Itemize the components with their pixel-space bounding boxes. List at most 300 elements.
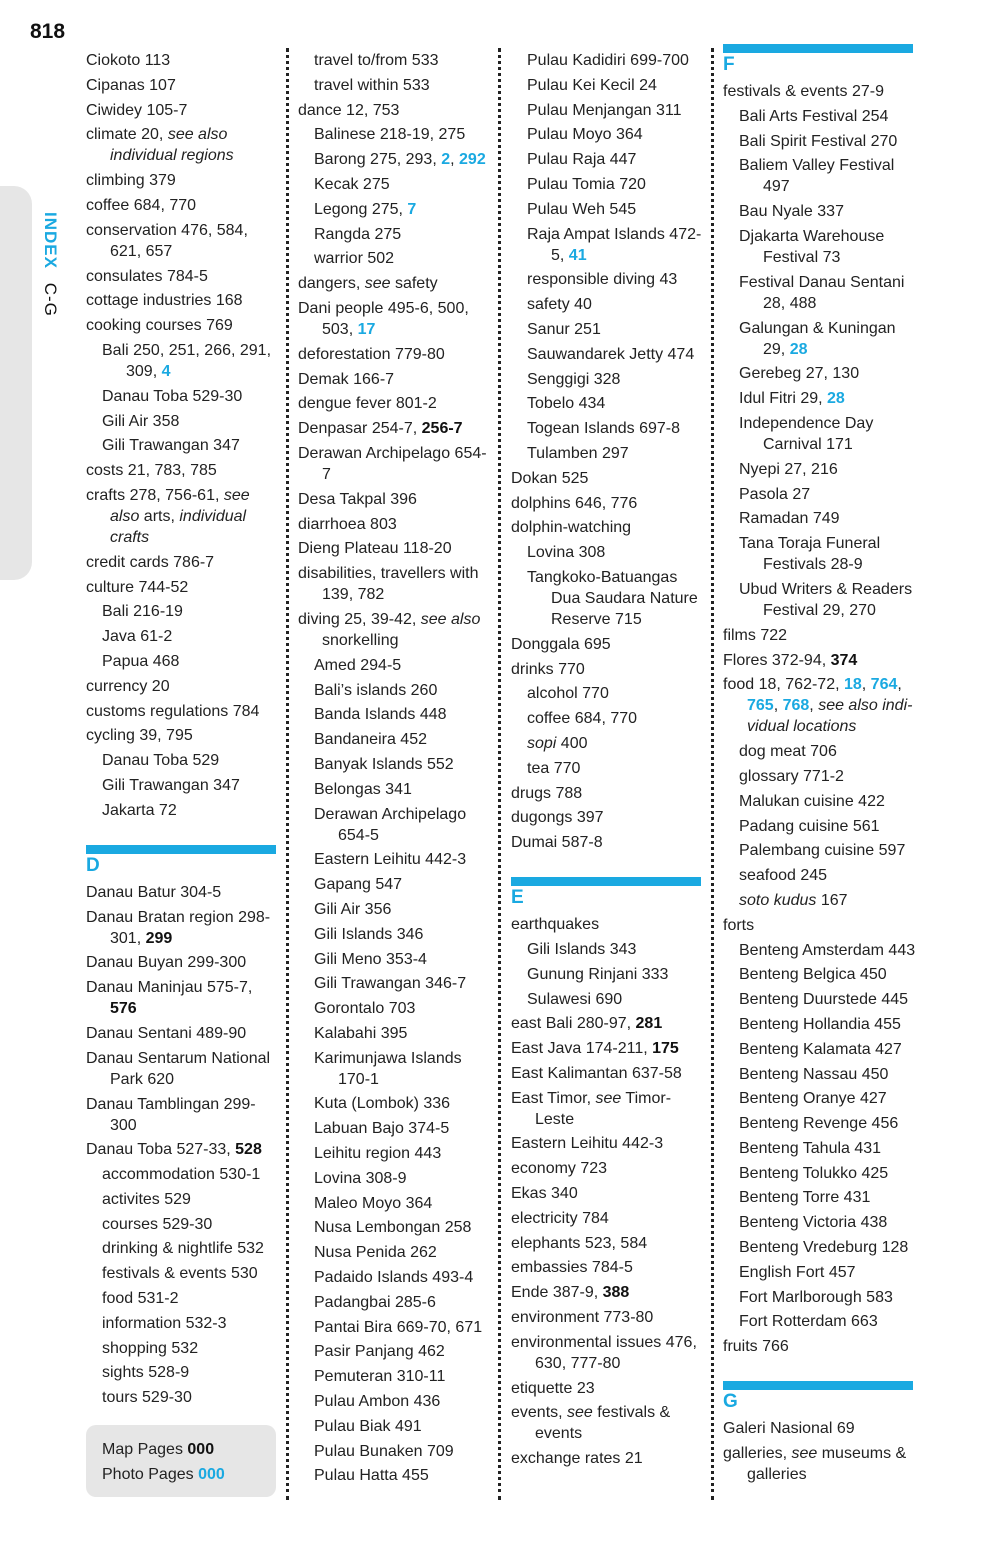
index-subentry <box>527 939 707 960</box>
index-entry <box>86 290 282 311</box>
entry-text: Timor-Leste <box>535 1089 672 1128</box>
entry-text: conservation 476, 584, 621, 657 <box>86 221 248 260</box>
entry-text: food 531-2 <box>102 1290 179 1308</box>
index-entry <box>511 1063 707 1084</box>
index-subentry <box>314 1048 494 1090</box>
column-separator <box>711 48 714 1500</box>
map-pages-value: 000 <box>187 1441 215 1458</box>
entry-text: Benteng Duurstede 445 <box>739 991 909 1009</box>
entry-text: earthquakes <box>511 916 600 934</box>
index-subentry <box>739 1113 919 1134</box>
entry-text: Palembang cuisine 597 <box>739 842 906 860</box>
entry-text: Nusa Lembongan 258 <box>314 1219 472 1237</box>
map-page-ref: 256-7 <box>421 420 463 438</box>
entry-text: Bandaneira 452 <box>314 731 427 749</box>
entry-text: Desa Takpal 396 <box>298 490 417 508</box>
entry-text: Nusa Penida 262 <box>314 1244 437 1262</box>
index-subentry <box>102 626 282 647</box>
photo-page-ref: 2 <box>441 151 451 169</box>
entry-text: Kecak 275 <box>314 175 390 193</box>
index-subentry <box>739 413 919 455</box>
entry-text: Pulau Biak 491 <box>314 1417 422 1435</box>
index-entry <box>86 220 282 262</box>
entry-text: Bau Nyale 337 <box>739 203 844 221</box>
index-subentry <box>739 1138 919 1159</box>
map-pages-line <box>102 1437 276 1462</box>
map-page-ref: 388 <box>602 1284 630 1302</box>
entry-text: Raja Ampat Islands 472-5, <box>527 225 702 264</box>
index-subentry <box>314 1023 494 1044</box>
cross-reference: see also <box>420 610 481 628</box>
photo-page-ref: 765 <box>747 697 774 715</box>
entry-text: accommodation 530-1 <box>102 1166 261 1184</box>
entry-text: information 532-3 <box>102 1314 227 1332</box>
entry-text: tours 529-30 <box>102 1389 192 1407</box>
entry-text: Senggigi 328 <box>527 370 621 388</box>
index-subentry <box>527 542 707 563</box>
entry-text: Padaido Islands 493-4 <box>314 1269 474 1287</box>
index-entry <box>511 1133 707 1154</box>
index-subentry <box>314 248 494 269</box>
index-word: INDEX <box>41 212 60 269</box>
entry-text: Bali Spirit Festival 270 <box>739 132 898 150</box>
index-entry <box>86 882 282 903</box>
index-subentry <box>739 1088 919 1109</box>
index-subentry <box>314 1168 494 1189</box>
index-subentry <box>314 50 494 71</box>
index-entry <box>298 273 494 294</box>
index-entry <box>723 915 919 936</box>
photo-page-ref: 18 <box>843 676 862 694</box>
index-subentry <box>527 319 707 340</box>
entry-text: Danau Sentarum National Park 620 <box>86 1049 271 1088</box>
entry-text: Nyepi 27, 216 <box>739 460 838 478</box>
index-entry <box>298 393 494 414</box>
page-legend <box>86 1425 276 1497</box>
entry-text: Togean Islands 697-8 <box>527 420 680 438</box>
index-subentry <box>739 484 919 505</box>
entry-text: shopping 532 <box>102 1339 199 1357</box>
entry-text: Pulau Raja 447 <box>527 151 637 169</box>
index-entry <box>511 914 707 935</box>
entry-text: Dieng Plateau 118-20 <box>298 540 452 558</box>
letter-section-header <box>723 1381 919 1414</box>
entry-text: Gili Islands 343 <box>527 940 637 958</box>
index-entry <box>511 634 707 655</box>
map-page-ref: 576 <box>110 1000 137 1018</box>
index-entry <box>511 1282 707 1303</box>
index-subentry <box>527 443 707 464</box>
entry-text: , <box>897 676 902 694</box>
entry-text: Karimunjawa Islands 170-1 <box>314 1049 462 1088</box>
page-number: 818 <box>30 20 66 43</box>
index-subentry <box>102 435 282 456</box>
index-column-3 <box>511 50 707 1473</box>
index-subentry <box>739 1064 919 1085</box>
entry-text: drugs 788 <box>511 784 583 802</box>
entry-text: Pasola 27 <box>739 485 811 503</box>
index-entry <box>511 1378 707 1399</box>
index-subentry <box>314 1093 494 1114</box>
index-entry <box>511 1448 707 1469</box>
index-subentry <box>102 1238 282 1259</box>
cross-reference: see <box>791 1445 818 1463</box>
entry-text: dolphins 646, 776 <box>511 494 638 512</box>
letter-section-header <box>86 845 282 878</box>
entry-text: Gorontalo 703 <box>314 1000 416 1018</box>
index-subentry <box>314 1292 494 1313</box>
entry-text: Bali Arts Festival 254 <box>739 107 889 125</box>
index-entry <box>511 1233 707 1254</box>
entry-text: climate 20, <box>86 126 168 144</box>
cross-reference: see <box>595 1089 622 1107</box>
entry-text: Ramadan 749 <box>739 510 840 528</box>
cross-reference: see also <box>110 486 250 525</box>
entry-text: Ende 387-9, <box>511 1284 603 1302</box>
index-subentry <box>314 1416 494 1437</box>
entry-text: arts, <box>139 507 180 525</box>
index-entry <box>86 1023 282 1044</box>
entry-text: Banyak Islands 552 <box>314 755 454 773</box>
entry-text: Pulau Bunaken 709 <box>314 1442 454 1460</box>
entry-text: Denpasar 254-7, <box>298 420 422 438</box>
entry-text: disabilities, travellers with 139, 782 <box>298 565 479 604</box>
index-subentry <box>314 680 494 701</box>
entry-text: etiquette 23 <box>511 1379 595 1397</box>
entry-text: Danau Tamblingan 299-300 <box>86 1095 256 1134</box>
index-subentry <box>314 1242 494 1263</box>
entry-text: Amed 294-5 <box>314 656 402 674</box>
entry-text: costs 21, 783, 785 <box>86 462 217 480</box>
index-entry <box>86 907 282 949</box>
entry-text: customs regulations 784 <box>86 702 260 720</box>
map-pages-label: Map Pages <box>102 1441 188 1458</box>
letter-section-header <box>511 877 707 910</box>
index-side-label <box>40 212 60 317</box>
index-subentry <box>527 683 707 704</box>
index-subentry <box>102 1164 282 1185</box>
entry-text: Bali 250, 251, 266, 291, 309, <box>102 341 272 380</box>
photo-pages-value: 000 <box>198 1466 225 1483</box>
letter-section-header <box>723 44 919 77</box>
index-subentry <box>527 50 707 71</box>
entry-text: Danau Bratan region 298-301, <box>86 908 271 947</box>
entry-text: 167 <box>816 891 848 909</box>
entry-text: Dumai 587-8 <box>511 834 603 852</box>
index-subentry <box>102 1288 282 1309</box>
entry-text: Kuta (Lombok) 336 <box>314 1095 451 1113</box>
index-subentry <box>314 124 494 145</box>
entry-text: electricity 784 <box>511 1209 609 1227</box>
index-entry <box>511 832 707 853</box>
index-entry <box>511 1257 707 1278</box>
index-entry <box>511 468 707 489</box>
entry-text: Festival Danau Sentani 28, 488 <box>739 273 905 312</box>
index-entry <box>86 1139 282 1160</box>
entry-text: Gapang 547 <box>314 876 403 894</box>
entry-text: Benteng Victoria 438 <box>739 1214 888 1232</box>
index-subentry <box>102 411 282 432</box>
entry-text: east Bali 280-97, <box>511 1015 636 1033</box>
entry-text: coffee 684, 770 <box>86 196 197 214</box>
photo-page-ref: 4 <box>161 362 171 380</box>
index-entry <box>298 443 494 485</box>
entry-text: Donggala 695 <box>511 635 611 653</box>
index-subentry <box>739 363 919 384</box>
photo-pages-line <box>102 1462 276 1487</box>
index-entry <box>723 1443 919 1485</box>
entry-text: Dokan 525 <box>511 469 589 487</box>
entry-text: Eastern Leihitu 442-3 <box>314 851 467 869</box>
entry-text: Gili Meno 353-4 <box>314 950 427 968</box>
entry-text: Maleo Moyo 364 <box>314 1194 433 1212</box>
entry-text: activites 529 <box>102 1190 191 1208</box>
entry-text: exchange rates 21 <box>511 1450 643 1468</box>
entry-text: Bali’s islands 260 <box>314 681 438 699</box>
index-entry <box>511 1332 707 1374</box>
index-entry <box>298 609 494 651</box>
index-subentry <box>314 754 494 775</box>
entry-text: Djakarta Warehouse Festival 73 <box>739 227 885 266</box>
index-subentry <box>314 998 494 1019</box>
index-subentry <box>314 949 494 970</box>
index-subentry <box>527 294 707 315</box>
index-subentry <box>739 579 919 621</box>
entry-text: Pemuteran 310-11 <box>314 1368 446 1386</box>
entry-text: festivals & events <box>535 1404 671 1443</box>
index-subentry <box>314 149 494 170</box>
index-subentry <box>739 508 919 529</box>
index-entry <box>511 1183 707 1204</box>
entry-text: embassies 784-5 <box>511 1259 633 1277</box>
index-entry <box>86 315 282 336</box>
entry-text: glossary 771-2 <box>739 767 844 785</box>
entry-text: films 722 <box>723 626 788 644</box>
entry-text: culture 744-52 <box>86 578 189 596</box>
entry-text: Gili Trawangan 347 <box>102 437 240 455</box>
index-subentry <box>527 75 707 96</box>
photo-page-ref: 41 <box>568 246 587 264</box>
entry-text: warrior 502 <box>314 250 395 268</box>
index-entry <box>86 552 282 573</box>
cross-reference: soto kudus <box>739 891 817 909</box>
index-entry <box>511 807 707 828</box>
index-subentry <box>314 874 494 895</box>
photo-page-ref: 28 <box>827 390 845 408</box>
entry-text: Pulau Tomia 720 <box>527 175 646 193</box>
index-entry <box>86 50 282 71</box>
entry-text: Ekas 340 <box>511 1185 578 1203</box>
entry-text: deforestation 779-80 <box>298 345 445 363</box>
index-subentry <box>102 1387 282 1408</box>
index-entry <box>723 650 919 671</box>
entry-text: diving 25, 39-42, <box>298 610 421 628</box>
entry-text: drinking & nightlife 532 <box>102 1240 264 1258</box>
index-subentry <box>527 758 707 779</box>
index-subentry <box>314 1341 494 1362</box>
index-subentry <box>527 369 707 390</box>
entry-text: Pulau Hatta 455 <box>314 1467 429 1485</box>
index-subentry <box>739 106 919 127</box>
entry-text: Benteng Vredeburg 128 <box>739 1239 909 1257</box>
entry-text: environmental issues 476, 630, 777-80 <box>511 1333 697 1372</box>
entry-text: Danau Buyan 299-300 <box>86 954 247 972</box>
entry-text: museums & galleries <box>747 1445 907 1484</box>
entry-text: Labuan Bajo 374-5 <box>314 1120 450 1138</box>
index-subentry <box>739 964 919 985</box>
entry-text: festivals & events 27-9 <box>723 83 884 100</box>
entry-text: economy 723 <box>511 1160 608 1178</box>
photo-pages-label: Photo Pages <box>102 1466 199 1483</box>
entry-text: Pulau Moyo 364 <box>527 126 643 144</box>
entry-text: Benteng Nassau 450 <box>739 1065 889 1083</box>
index-entry <box>723 1336 919 1357</box>
entry-text: consulates 784-5 <box>86 267 208 285</box>
index-subentry <box>314 1217 494 1238</box>
entry-text: credit cards 786-7 <box>86 553 215 571</box>
entry-text: courses 529-30 <box>102 1215 213 1233</box>
cross-reference: see also individual regions <box>110 126 234 165</box>
index-entry <box>723 625 919 646</box>
entry-text: Java 61-2 <box>102 628 173 646</box>
entry-text: Benteng Belgica 450 <box>739 966 887 984</box>
index-entry <box>86 977 282 1019</box>
entry-text: Belongas 341 <box>314 780 412 798</box>
entry-text: Papua 468 <box>102 652 180 670</box>
index-subentry <box>739 272 919 314</box>
index-subentry <box>739 1039 919 1060</box>
entry-text: diarrhoea 803 <box>298 515 397 533</box>
entry-text: Demak 166-7 <box>298 370 395 388</box>
entry-text: Sulawesi 690 <box>527 990 623 1008</box>
index-subentry <box>314 924 494 945</box>
entry-text: Pulau Ambon 436 <box>314 1393 441 1411</box>
index-subentry <box>739 201 919 222</box>
index-entry <box>86 195 282 216</box>
entry-text: Benteng Oranye 427 <box>739 1090 887 1108</box>
entry-text: tea 770 <box>527 759 581 777</box>
index-entry <box>723 1418 919 1439</box>
index-subentry <box>314 1118 494 1139</box>
entry-text: cooking courses 769 <box>86 317 233 335</box>
index-subentry <box>314 1465 494 1486</box>
index-subentry <box>314 804 494 846</box>
index-subentry <box>527 149 707 170</box>
index-subentry <box>314 1366 494 1387</box>
entry-text: travel to/from 533 <box>314 52 439 69</box>
index-subentry <box>314 729 494 750</box>
entry-text: Derawan Archipelago 654-5 <box>314 805 467 844</box>
index-subentry <box>527 269 707 290</box>
index-entry <box>298 344 494 365</box>
index-entry <box>723 81 919 102</box>
index-entry <box>511 1013 707 1034</box>
index-entry <box>86 577 282 598</box>
index-subentry <box>739 1311 919 1332</box>
index-entry <box>298 489 494 510</box>
entry-text: dance 12, 753 <box>298 101 400 119</box>
entry-text: travel within 533 <box>314 76 430 94</box>
entry-text: Danau Toba 529 <box>102 752 220 770</box>
entry-text: festivals & events 530 <box>102 1265 258 1283</box>
index-subentry <box>527 199 707 220</box>
entry-text: Rangda 275 <box>314 225 402 243</box>
index-subentry <box>527 174 707 195</box>
index-entry <box>511 1208 707 1229</box>
entry-text: Flores 372-94, <box>723 651 831 669</box>
index-subentry <box>739 388 919 409</box>
index-subentry <box>314 75 494 96</box>
entry-text: dog meat 706 <box>739 743 837 761</box>
entry-text: cycling 39, 795 <box>86 727 193 745</box>
index-subentry <box>314 199 494 220</box>
cross-reference: see <box>364 275 391 293</box>
index-entry <box>86 676 282 697</box>
entry-text: East Kalimantan 637-58 <box>511 1064 682 1082</box>
entry-text: Padang cuisine 561 <box>739 817 880 835</box>
entry-text: Benteng Tolukko 425 <box>739 1164 889 1182</box>
letter-bar <box>511 877 701 886</box>
cross-reference: see <box>567 1404 593 1422</box>
index-entry <box>86 460 282 481</box>
entry-text: Gili Trawangan 346-7 <box>314 975 467 993</box>
index-subentry <box>739 318 919 360</box>
entry-text: Eastern Leihitu 442-3 <box>511 1135 664 1153</box>
index-subentry <box>102 651 282 672</box>
photo-page-ref: 292 <box>459 151 486 169</box>
entry-text: forts <box>723 916 755 934</box>
index-entry <box>298 538 494 559</box>
cross-reference: individual crafts <box>110 507 247 546</box>
index-entry <box>86 75 282 96</box>
entry-text: Derawan Archipelago 654-7 <box>298 444 487 483</box>
index-entry <box>723 674 919 737</box>
photo-page-ref: 28 <box>789 340 808 358</box>
index-entry <box>86 952 282 973</box>
entry-text: English Fort 457 <box>739 1263 856 1281</box>
index-subentry <box>314 1441 494 1462</box>
index-subentry <box>527 344 707 365</box>
index-entry <box>298 514 494 535</box>
index-subentry <box>739 766 919 787</box>
index-entry <box>511 517 707 538</box>
index-entry <box>298 563 494 605</box>
index-entry <box>86 100 282 121</box>
index-subentry <box>102 601 282 622</box>
map-page-ref: 528 <box>235 1141 262 1159</box>
letter-bar <box>723 44 913 53</box>
entry-text: dolphin-watching <box>511 519 632 537</box>
entry-text: 400 <box>556 734 588 752</box>
entry-text: climbing 379 <box>86 172 176 190</box>
index-entry <box>86 1094 282 1136</box>
index-entry <box>511 659 707 680</box>
entry-text: responsible diving 43 <box>527 271 678 289</box>
entry-text: , <box>809 697 819 715</box>
index-subentry <box>314 1267 494 1288</box>
map-page-ref: 299 <box>145 929 173 947</box>
index-entry <box>511 1402 707 1444</box>
entry-text: Ubud Writers & Readers Festival 29, 270 <box>739 580 913 619</box>
entry-text: Jakarta 72 <box>102 801 177 819</box>
entry-text: Sanur 251 <box>527 320 601 338</box>
index-subentry <box>102 1189 282 1210</box>
index-subentry <box>314 224 494 245</box>
entry-text: Tobelo 434 <box>527 395 606 413</box>
index-subentry <box>102 1313 282 1334</box>
photo-page-ref: 768 <box>782 697 810 715</box>
index-entry <box>86 725 282 746</box>
